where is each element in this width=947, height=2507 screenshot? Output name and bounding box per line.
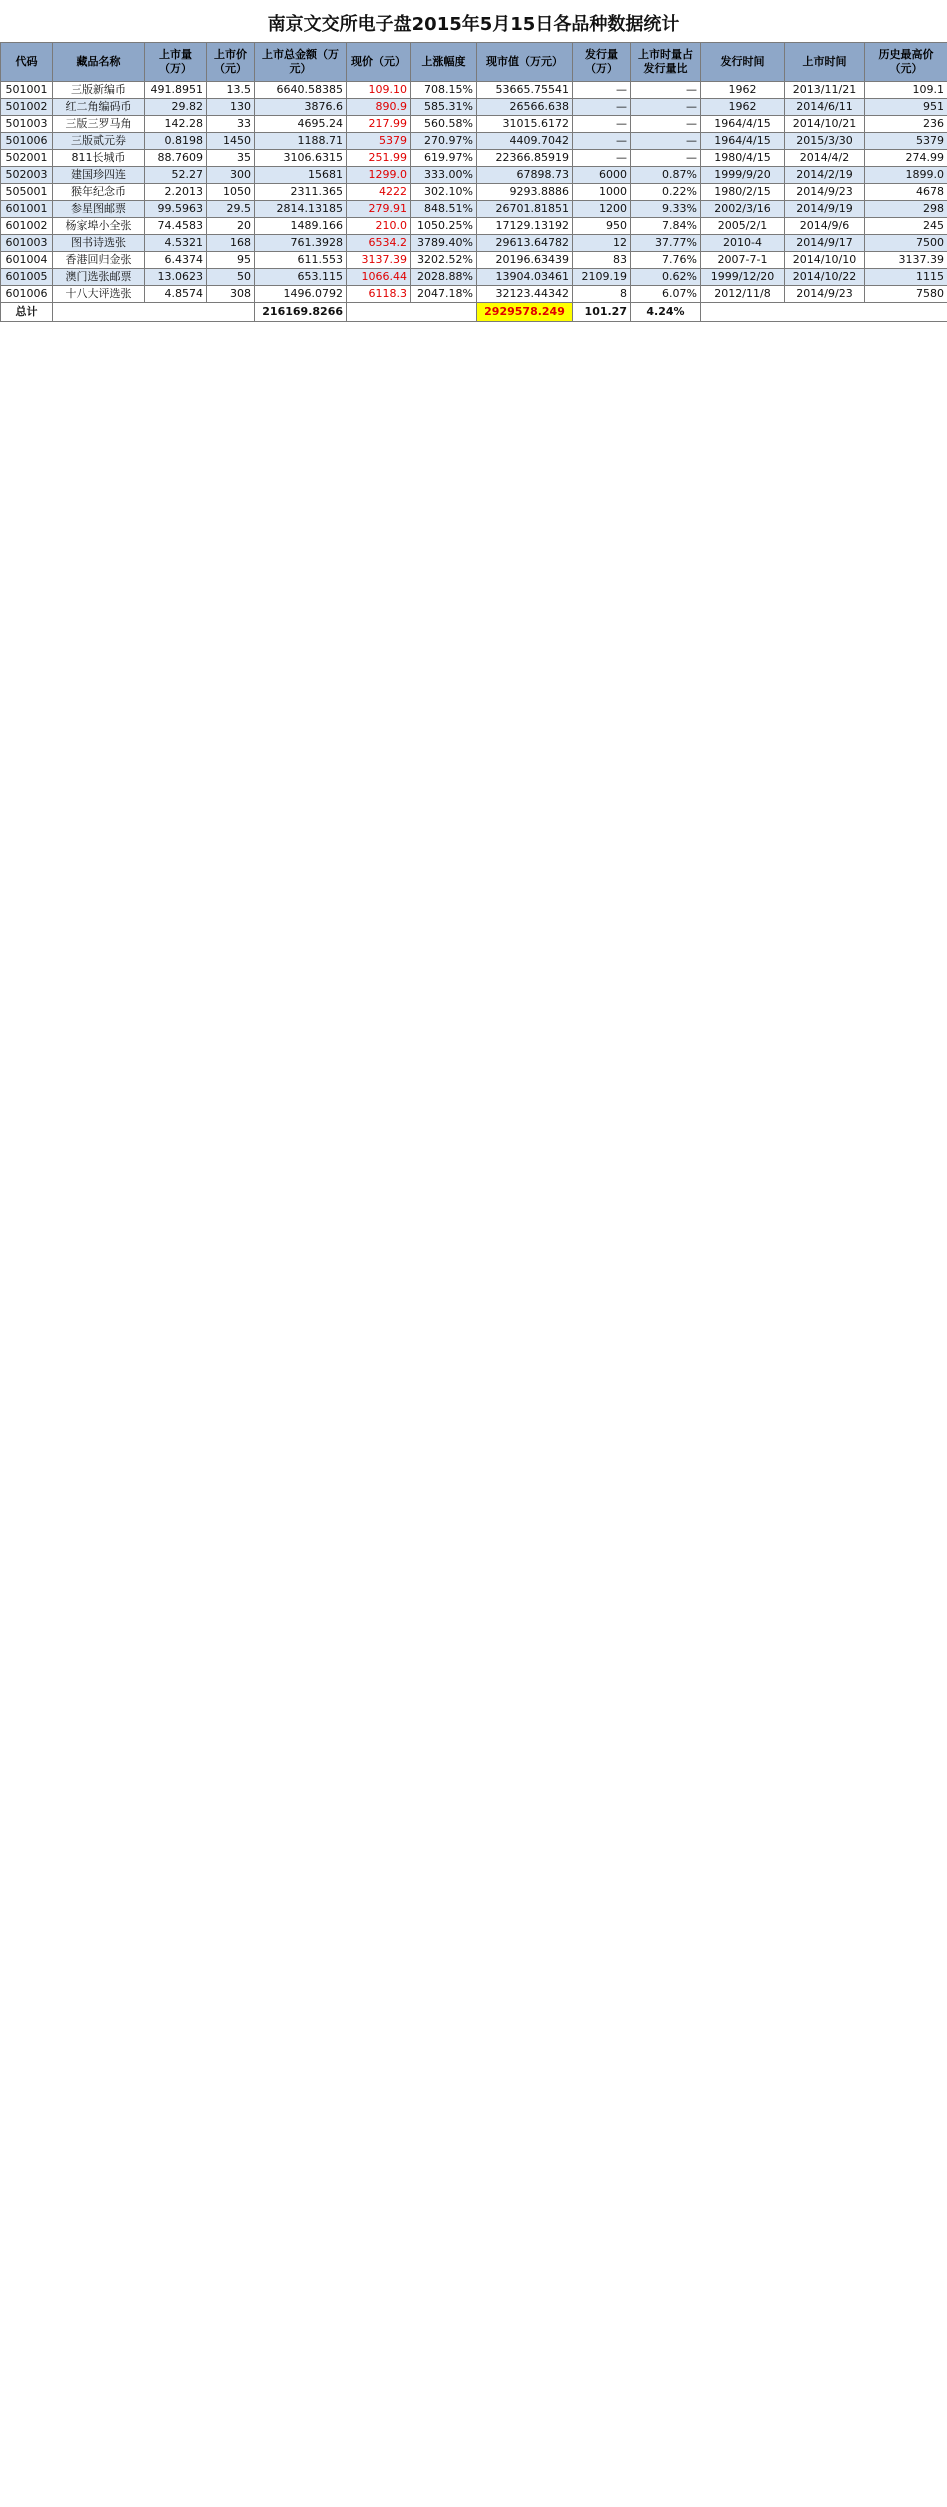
cell-rise: 2028.88% (411, 269, 477, 286)
total-ratio: 4.24% (631, 303, 701, 322)
cell-historical-high: 274.99 (865, 150, 947, 167)
cell-issue-date: 1999/9/20 (701, 167, 785, 184)
cell-listing-volume: 99.5963 (145, 201, 207, 218)
cell-name: 澳门选张邮票 (53, 269, 145, 286)
cell-historical-high: 1115 (865, 269, 947, 286)
cell-listing-amount: 1496.0792 (255, 286, 347, 303)
total-issue-volume: 101.27 (573, 303, 631, 322)
cell-rise: 619.97% (411, 150, 477, 167)
cell-code: 502003 (1, 167, 53, 184)
header-listing-date: 上市时间 (785, 43, 865, 82)
cell-code: 601004 (1, 252, 53, 269)
cell-historical-high: 109.1 (865, 82, 947, 99)
cell-market-value: 67898.73 (477, 167, 573, 184)
cell-ratio: 6.07% (631, 286, 701, 303)
cell-rise: 302.10% (411, 184, 477, 201)
header-code: 代码 (1, 43, 53, 82)
cell-name: 建国珍四连 (53, 167, 145, 184)
total-listing-amount: 216169.8266 (255, 303, 347, 322)
cell-market-value: 53665.75541 (477, 82, 573, 99)
cell-listing-date: 2014/9/23 (785, 286, 865, 303)
table-row (1, 82, 947, 99)
cell-listing-amount: 15681 (255, 167, 347, 184)
cell-historical-high: 236 (865, 116, 947, 133)
cell-current-price: 210.0 (347, 218, 411, 235)
cell-name: 811长城币 (53, 150, 145, 167)
cell-listing-volume: 52.27 (145, 167, 207, 184)
cell-listing-date: 2015/3/30 (785, 133, 865, 150)
cell-issue-volume: 950 (573, 218, 631, 235)
cell-code: 501003 (1, 116, 53, 133)
cell-market-value: 26566.638 (477, 99, 573, 116)
cell-name: 三版新编币 (53, 82, 145, 99)
cell-code: 502001 (1, 150, 53, 167)
cell-ratio: — (631, 99, 701, 116)
total-row (1, 303, 947, 322)
cell-issue-date: 2005/2/1 (701, 218, 785, 235)
cell-ratio: 7.84% (631, 218, 701, 235)
cell-issue-date: 1980/2/15 (701, 184, 785, 201)
cell-listing-price: 130 (207, 99, 255, 116)
total-label: 总计 (1, 303, 53, 322)
header-name: 藏品名称 (53, 43, 145, 82)
cell-issue-volume: 2109.19 (573, 269, 631, 286)
cell-current-price: 6534.2 (347, 235, 411, 252)
header-market-value: 现市值（万元） (477, 43, 573, 82)
header-row (1, 43, 947, 82)
cell-ratio: 0.22% (631, 184, 701, 201)
cell-listing-price: 300 (207, 167, 255, 184)
cell-issue-date: 1964/4/15 (701, 116, 785, 133)
table-row (1, 201, 947, 218)
cell-listing-volume: 13.0623 (145, 269, 207, 286)
header-rise: 上涨幅度 (411, 43, 477, 82)
cell-ratio: 0.62% (631, 269, 701, 286)
cell-name: 十八大评选张 (53, 286, 145, 303)
cell-ratio: — (631, 82, 701, 99)
cell-listing-amount: 611.553 (255, 252, 347, 269)
header-listing-price: 上市价（元） (207, 43, 255, 82)
cell-ratio: 0.87% (631, 167, 701, 184)
cell-historical-high: 3137.39 (865, 252, 947, 269)
cell-issue-volume: — (573, 82, 631, 99)
cell-listing-amount: 2311.365 (255, 184, 347, 201)
cell-market-value: 29613.64782 (477, 235, 573, 252)
cell-market-value: 31015.6172 (477, 116, 573, 133)
cell-listing-amount: 1489.166 (255, 218, 347, 235)
cell-historical-high: 298 (865, 201, 947, 218)
cell-market-value: 22366.85919 (477, 150, 573, 167)
table-row (1, 150, 947, 167)
cell-listing-volume: 4.5321 (145, 235, 207, 252)
cell-historical-high: 951 (865, 99, 947, 116)
cell-historical-high: 7580 (865, 286, 947, 303)
header-issue-volume: 发行量（万） (573, 43, 631, 82)
cell-ratio: — (631, 116, 701, 133)
cell-current-price: 251.99 (347, 150, 411, 167)
page-title: 南京文交所电子盘2015年5月15日各品种数据统计 (267, 14, 680, 35)
cell-current-price: 217.99 (347, 116, 411, 133)
header-issue-date: 发行时间 (701, 43, 785, 82)
cell-listing-price: 168 (207, 235, 255, 252)
cell-listing-date: 2014/10/10 (785, 252, 865, 269)
cell-listing-volume: 2.2013 (145, 184, 207, 201)
cell-listing-date: 2013/11/21 (785, 82, 865, 99)
cell-issue-volume: — (573, 133, 631, 150)
cell-code: 601006 (1, 286, 53, 303)
cell-code: 601005 (1, 269, 53, 286)
cell-code: 601001 (1, 201, 53, 218)
cell-name: 图书诗选张 (53, 235, 145, 252)
cell-listing-amount: 1188.71 (255, 133, 347, 150)
cell-listing-amount: 3106.6315 (255, 150, 347, 167)
cell-listing-amount: 6640.58385 (255, 82, 347, 99)
table-row (1, 269, 947, 286)
cell-name: 参星图邮票 (53, 201, 145, 218)
cell-listing-price: 308 (207, 286, 255, 303)
cell-market-value: 4409.7042 (477, 133, 573, 150)
cell-market-value: 17129.13192 (477, 218, 573, 235)
cell-historical-high: 7500 (865, 235, 947, 252)
cell-listing-price: 33 (207, 116, 255, 133)
table-row (1, 235, 947, 252)
cell-listing-amount: 653.115 (255, 269, 347, 286)
cell-issue-date: 2012/11/8 (701, 286, 785, 303)
cell-name: 三版贰元券 (53, 133, 145, 150)
cell-code: 501001 (1, 82, 53, 99)
cell-listing-volume: 491.8951 (145, 82, 207, 99)
cell-code: 505001 (1, 184, 53, 201)
cell-issue-volume: 1200 (573, 201, 631, 218)
cell-code: 601002 (1, 218, 53, 235)
cell-historical-high: 1899.0 (865, 167, 947, 184)
cell-listing-date: 2014/9/19 (785, 201, 865, 218)
cell-code: 601003 (1, 235, 53, 252)
header-ratio: 上市时量占发行量比 (631, 43, 701, 82)
table-row (1, 167, 947, 184)
cell-listing-volume: 88.7609 (145, 150, 207, 167)
cell-rise: 585.31% (411, 99, 477, 116)
cell-rise: 270.97% (411, 133, 477, 150)
cell-listing-date: 2014/2/19 (785, 167, 865, 184)
cell-rise: 1050.25% (411, 218, 477, 235)
cell-market-value: 13904.03461 (477, 269, 573, 286)
cell-name: 三版三罗马角 (53, 116, 145, 133)
cell-issue-date: 2010-4 (701, 235, 785, 252)
cell-market-value: 20196.63439 (477, 252, 573, 269)
cell-name: 红二角编码币 (53, 99, 145, 116)
cell-issue-date: 1964/4/15 (701, 133, 785, 150)
cell-issue-date: 2007-7-1 (701, 252, 785, 269)
cell-listing-date: 2014/4/2 (785, 150, 865, 167)
cell-listing-date: 2014/10/22 (785, 269, 865, 286)
cell-listing-volume: 29.82 (145, 99, 207, 116)
cell-ratio: 7.76% (631, 252, 701, 269)
cell-issue-date: 1962 (701, 99, 785, 116)
cell-listing-price: 1450 (207, 133, 255, 150)
cell-current-price: 1066.44 (347, 269, 411, 286)
cell-listing-price: 29.5 (207, 201, 255, 218)
cell-code: 501002 (1, 99, 53, 116)
cell-current-price: 1299.0 (347, 167, 411, 184)
table-row (1, 133, 947, 150)
cell-current-price: 279.91 (347, 201, 411, 218)
cell-market-value: 9293.8886 (477, 184, 573, 201)
cell-listing-volume: 142.28 (145, 116, 207, 133)
cell-market-value: 26701.81851 (477, 201, 573, 218)
cell-issue-volume: 8 (573, 286, 631, 303)
cell-issue-volume: — (573, 150, 631, 167)
cell-ratio: 37.77% (631, 235, 701, 252)
cell-listing-price: 1050 (207, 184, 255, 201)
cell-name: 猴年纪念币 (53, 184, 145, 201)
cell-rise: 3789.40% (411, 235, 477, 252)
cell-current-price: 3137.39 (347, 252, 411, 269)
cell-listing-date: 2014/9/6 (785, 218, 865, 235)
cell-listing-volume: 74.4583 (145, 218, 207, 235)
cell-issue-volume: 12 (573, 235, 631, 252)
stats-table (0, 42, 947, 322)
cell-listing-date: 2014/6/11 (785, 99, 865, 116)
cell-rise: 3202.52% (411, 252, 477, 269)
cell-listing-volume: 4.8574 (145, 286, 207, 303)
cell-listing-price: 20 (207, 218, 255, 235)
cell-current-price: 109.10 (347, 82, 411, 99)
cell-listing-price: 13.5 (207, 82, 255, 99)
cell-historical-high: 4678 (865, 184, 947, 201)
cell-rise: 2047.18% (411, 286, 477, 303)
cell-listing-amount: 761.3928 (255, 235, 347, 252)
cell-current-price: 4222 (347, 184, 411, 201)
table-row (1, 116, 947, 133)
table-body (1, 82, 947, 322)
table-row (1, 252, 947, 269)
cell-listing-amount: 4695.24 (255, 116, 347, 133)
cell-issue-volume: 83 (573, 252, 631, 269)
cell-listing-amount: 2814.13185 (255, 201, 347, 218)
table-row (1, 218, 947, 235)
header-current-price: 现价（元） (347, 43, 411, 82)
cell-historical-high: 5379 (865, 133, 947, 150)
cell-ratio: — (631, 150, 701, 167)
cell-issue-date: 2002/3/16 (701, 201, 785, 218)
cell-listing-amount: 3876.6 (255, 99, 347, 116)
cell-current-price: 5379 (347, 133, 411, 150)
cell-market-value: 32123.44342 (477, 286, 573, 303)
cell-issue-volume: 6000 (573, 167, 631, 184)
table-row (1, 99, 947, 116)
cell-rise: 708.15% (411, 82, 477, 99)
table-row (1, 184, 947, 201)
cell-issue-volume: 1000 (573, 184, 631, 201)
cell-issue-date: 1962 (701, 82, 785, 99)
table-row (1, 286, 947, 303)
cell-name: 杨家埠小全张 (53, 218, 145, 235)
cell-historical-high: 245 (865, 218, 947, 235)
cell-listing-date: 2014/10/21 (785, 116, 865, 133)
cell-ratio: 9.33% (631, 201, 701, 218)
cell-listing-price: 35 (207, 150, 255, 167)
cell-rise: 560.58% (411, 116, 477, 133)
cell-rise: 333.00% (411, 167, 477, 184)
cell-issue-date: 1999/12/20 (701, 269, 785, 286)
cell-current-price: 890.9 (347, 99, 411, 116)
total-empty (53, 303, 255, 322)
cell-listing-volume: 6.4374 (145, 252, 207, 269)
header-listing-volume: 上市量（万） (145, 43, 207, 82)
header-historical-high: 历史最高价（元） (865, 43, 947, 82)
cell-listing-date: 2014/9/17 (785, 235, 865, 252)
cell-issue-volume: — (573, 116, 631, 133)
total-empty (347, 303, 477, 322)
total-empty (701, 303, 947, 322)
cell-listing-volume: 0.8198 (145, 133, 207, 150)
cell-name: 香港回归金张 (53, 252, 145, 269)
cell-code: 501006 (1, 133, 53, 150)
cell-listing-price: 95 (207, 252, 255, 269)
cell-ratio: — (631, 133, 701, 150)
cell-listing-date: 2014/9/23 (785, 184, 865, 201)
cell-listing-price: 50 (207, 269, 255, 286)
header-listing-amount: 上市总金额（万元） (255, 43, 347, 82)
cell-issue-volume: — (573, 99, 631, 116)
cell-issue-date: 1980/4/15 (701, 150, 785, 167)
total-market-value: 2929578.249 (477, 303, 573, 322)
cell-rise: 848.51% (411, 201, 477, 218)
cell-current-price: 6118.3 (347, 286, 411, 303)
